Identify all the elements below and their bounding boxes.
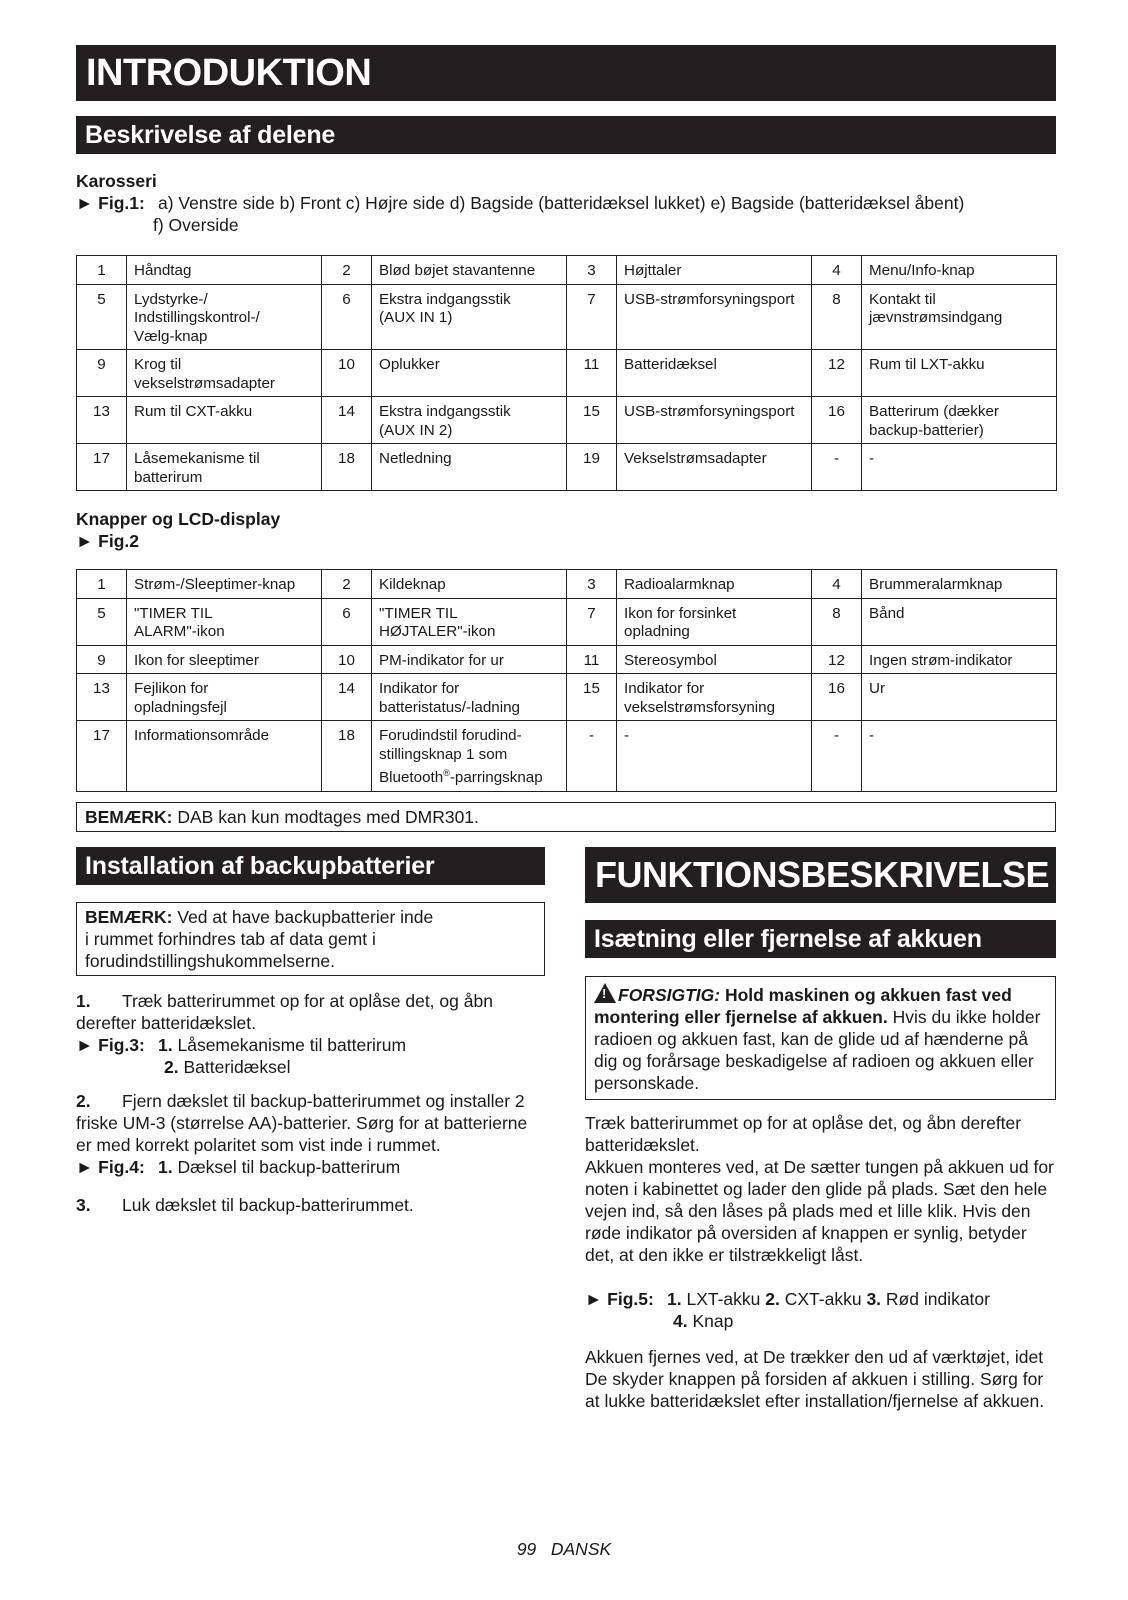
part-label: Krog til vekselstrømsadapter bbox=[127, 350, 322, 397]
item-number: 4. bbox=[673, 1311, 688, 1331]
part-label: Batteridæksel bbox=[617, 350, 812, 397]
table-row bbox=[77, 721, 1057, 792]
part-number: 13 bbox=[77, 397, 127, 444]
fig4-caption bbox=[76, 1156, 545, 1178]
parts-table-display bbox=[76, 569, 1057, 792]
fig5-item: LXT-akku bbox=[681, 1289, 766, 1309]
part-label: Ur bbox=[862, 674, 1057, 721]
install-step-2 bbox=[76, 1090, 545, 1156]
section-heading-install: Installation af backupbatterier bbox=[76, 847, 545, 885]
part-number: 6 bbox=[322, 598, 372, 645]
page-footer bbox=[0, 1539, 1128, 1560]
part-number: 8 bbox=[812, 284, 862, 350]
part-number: 19 bbox=[567, 444, 617, 491]
part-number: 17 bbox=[77, 444, 127, 491]
part-label: Kontakt til jævnstrømsindgang bbox=[862, 284, 1057, 350]
warning-triangle-icon: ! bbox=[594, 983, 616, 1003]
knapper-title: Knapper og LCD-display bbox=[76, 509, 281, 529]
part-number: 17 bbox=[77, 721, 127, 792]
fig3-label: ► Fig.3: bbox=[76, 1035, 145, 1055]
note-backup bbox=[76, 902, 545, 976]
table-row bbox=[77, 350, 1057, 397]
item-number: 2. bbox=[164, 1057, 179, 1077]
part-number: 3 bbox=[567, 570, 617, 599]
part-label: Batterirum (dækker backup-batterier) bbox=[862, 397, 1057, 444]
part-number: 3 bbox=[567, 256, 617, 285]
part-number: 12 bbox=[812, 645, 862, 674]
fig5-caption bbox=[585, 1288, 1056, 1332]
part-number: 8 bbox=[812, 598, 862, 645]
section-heading-parts: Beskrivelse af delene bbox=[76, 116, 1056, 154]
step-number: 3. bbox=[76, 1195, 91, 1215]
part-number: 6 bbox=[322, 284, 372, 350]
table-row bbox=[77, 397, 1057, 444]
part-number: 14 bbox=[322, 397, 372, 444]
table-row bbox=[77, 674, 1057, 721]
fig5-item: CXT-akku bbox=[779, 1289, 867, 1309]
part-label: Oplukker bbox=[372, 350, 567, 397]
part-label: Radioalarmknap bbox=[617, 570, 812, 599]
step-text: Luk dækslet til backup-batterirummet. bbox=[122, 1195, 414, 1215]
part-label: - bbox=[617, 721, 812, 792]
fig1-label: ► Fig.1: bbox=[76, 193, 145, 213]
part-number: 13 bbox=[77, 674, 127, 721]
part-number: 7 bbox=[567, 284, 617, 350]
part-label: PM-indikator for ur bbox=[372, 645, 567, 674]
item-number: 2. bbox=[765, 1289, 780, 1309]
part-number: 2 bbox=[322, 256, 372, 285]
part-label: Ikon for forsinket opladning bbox=[617, 598, 812, 645]
part-label: Stereosymbol bbox=[617, 645, 812, 674]
caution-text: Hvis du ikke holder radioen og akkuen fast, kan de glide ud af hænderne på dig og forårsage beskadigelse af radioen og akkuen eller personskade. bbox=[594, 1007, 1041, 1093]
battery-para-3: Akkuen fjernes ved, at De trækker den ud af værktøjet, idet De skyder knappen på forsiden af akkuen i stilling. Sørg for at lukke batteridækslet efter installation/fjernelse af akkuen. bbox=[585, 1347, 1045, 1411]
fig1-caption bbox=[76, 192, 1056, 236]
caution-label: FORSIGTIG: bbox=[618, 985, 721, 1005]
part-label: Bånd bbox=[862, 598, 1057, 645]
part-number: 4 bbox=[812, 570, 862, 599]
part-number: 15 bbox=[567, 674, 617, 721]
part-number: 12 bbox=[812, 350, 862, 397]
part-number: 15 bbox=[567, 397, 617, 444]
part-label: USB-strømforsyningsport bbox=[617, 284, 812, 350]
step-number: 1. bbox=[76, 991, 91, 1011]
part-label: Kildeknap bbox=[372, 570, 567, 599]
part-label: Brummeralarmknap bbox=[862, 570, 1057, 599]
fig3-item-2: Batteridæksel bbox=[183, 1057, 291, 1077]
part-number: - bbox=[567, 721, 617, 792]
fig4-item-1: Dæksel til backup-batterirum bbox=[177, 1157, 401, 1177]
fig2-label: ► Fig.2 bbox=[76, 531, 140, 551]
part-label: Vekselstrømsadapter bbox=[617, 444, 812, 491]
part-number: - bbox=[812, 721, 862, 792]
part-label: Netledning bbox=[372, 444, 567, 491]
part-number: 5 bbox=[77, 284, 127, 350]
part-label: Rum til CXT-akku bbox=[127, 397, 322, 444]
part-number: 1 bbox=[77, 256, 127, 285]
part-label: - bbox=[862, 721, 1057, 792]
part-label: Forudindstil forudind- stillingsknap 1 som Bluetooth®-parringsknap bbox=[372, 721, 567, 792]
table-row bbox=[77, 645, 1057, 674]
part-number: 7 bbox=[567, 598, 617, 645]
part-label: Informationsområde bbox=[127, 721, 322, 792]
fig5-item: Knap bbox=[687, 1311, 734, 1331]
battery-para-1: Træk batterirummet op for at oplåse det, og åbn derefter batteridækslet. bbox=[585, 1113, 1022, 1155]
table-row bbox=[77, 256, 1057, 285]
table-row bbox=[77, 284, 1057, 350]
part-number: 10 bbox=[322, 350, 372, 397]
part-label: USB-strømforsyningsport bbox=[617, 397, 812, 444]
part-number: 18 bbox=[322, 721, 372, 792]
item-number: 1. bbox=[667, 1289, 682, 1309]
part-label: Indikator for vekselstrømsforsyning bbox=[617, 674, 812, 721]
part-number: 5 bbox=[77, 598, 127, 645]
table-row bbox=[77, 570, 1057, 599]
item-number: 3. bbox=[866, 1289, 882, 1309]
fig1-text-line1: a) Venstre side b) Front c) Højre side d) Bagside (batteridæksel lukket) e) Bagside (batteridæksel åbent) bbox=[158, 193, 965, 213]
part-label: Lydstyrke-/ Indstillingskontrol-/ Vælg-knap bbox=[127, 284, 322, 350]
part-number: 11 bbox=[567, 350, 617, 397]
part-number: 1 bbox=[77, 570, 127, 599]
part-label: Låsemekanisme til batterirum bbox=[127, 444, 322, 491]
item-number: 1. bbox=[158, 1157, 173, 1177]
part-label: Indikator for batteristatus/-ladning bbox=[372, 674, 567, 721]
part-number: 16 bbox=[812, 674, 862, 721]
part-number: - bbox=[812, 444, 862, 491]
fig4-label: ► Fig.4: bbox=[76, 1157, 145, 1177]
part-number: 9 bbox=[77, 350, 127, 397]
fig3-item-1: Låsemekanisme til batterirum bbox=[177, 1035, 407, 1055]
part-number: 2 bbox=[322, 570, 372, 599]
part-label: - bbox=[862, 444, 1057, 491]
karosseri-title: Karosseri bbox=[76, 171, 157, 191]
section-title-function: FUNKTIONSBESKRIVELSE bbox=[585, 847, 1056, 903]
part-number: 18 bbox=[322, 444, 372, 491]
step-text: Fjern dækslet til backup-batterirummet og installer 2 friske UM-3 (størrelse AA)-batterier. Sørg for at batterierne er med korrekt polaritet som vist inde i rummet. bbox=[76, 1091, 528, 1155]
section-heading-battery: Isætning eller fjernelse af akkuen bbox=[585, 920, 1056, 958]
install-step-1 bbox=[76, 990, 545, 1034]
page-title: INTRODUKTION bbox=[76, 45, 1056, 101]
part-label: "TIMER TIL ALARM"-ikon bbox=[127, 598, 322, 645]
step-text: Træk batterirummet op for at oplåse det, og åbn derefter batteridækslet. bbox=[76, 991, 493, 1033]
caution-box bbox=[585, 976, 1056, 1100]
note-label: BEMÆRK: bbox=[85, 907, 173, 927]
install-step-3 bbox=[76, 1194, 545, 1216]
part-number: 4 bbox=[812, 256, 862, 285]
battery-para-2: Akkuen monteres ved, at De sætter tungen på akkuen ud for noten i kabinettet og lader den glide på plads. Sæt den hele vejen ind, så den låses på plads med et lille klik. Hvis den røde indikator på oversiden af knappen er synlig, betyder det, at den ikke er tilstrækkeligt låst. bbox=[585, 1157, 1054, 1265]
page-language: DANSK bbox=[550, 1539, 612, 1559]
part-label: Menu/Info-knap bbox=[862, 256, 1057, 285]
part-number: 9 bbox=[77, 645, 127, 674]
fig1-text-line2: f) Overside bbox=[153, 215, 239, 235]
part-label: Højttaler bbox=[617, 256, 812, 285]
part-number: 16 bbox=[812, 397, 862, 444]
fig5-label: ► Fig.5: bbox=[585, 1289, 654, 1309]
part-label: Rum til LXT-akku bbox=[862, 350, 1057, 397]
fig3-caption bbox=[76, 1034, 545, 1078]
part-number: 14 bbox=[322, 674, 372, 721]
note-text: DAB kan kun modtages med DMR301. bbox=[172, 807, 479, 827]
fig5-item: Rød indikator bbox=[881, 1289, 990, 1309]
part-label: "TIMER TIL HØJTALER"-ikon bbox=[372, 598, 567, 645]
note-text: Ved at have backupbatterier inde i rummet forhindres tab af data gemt i forudindstillingshukommelserne. bbox=[85, 907, 434, 971]
part-label: Ekstra indgangsstik (AUX IN 1) bbox=[372, 284, 567, 350]
table-row bbox=[77, 444, 1057, 491]
part-number: 10 bbox=[322, 645, 372, 674]
parts-table-body bbox=[76, 255, 1057, 491]
note-label: BEMÆRK: bbox=[85, 807, 173, 827]
table-row bbox=[77, 598, 1057, 645]
part-label: Ikon for sleeptimer bbox=[127, 645, 322, 674]
part-label: Strøm-/Sleeptimer-knap bbox=[127, 570, 322, 599]
part-label: Ekstra indgangsstik (AUX IN 2) bbox=[372, 397, 567, 444]
part-label: Ingen strøm-indikator bbox=[862, 645, 1057, 674]
page-number: 99 bbox=[516, 1539, 537, 1559]
part-label: Håndtag bbox=[127, 256, 322, 285]
part-label: Fejlikon for opladningsfejl bbox=[127, 674, 322, 721]
note-dab bbox=[76, 802, 1056, 832]
step-number: 2. bbox=[76, 1091, 91, 1111]
part-number: 11 bbox=[567, 645, 617, 674]
caution-bold-text: Hold maskinen og akkuen fast ved montering eller fjernelse af akkuen. bbox=[594, 985, 1012, 1027]
part-label: Blød bøjet stavantenne bbox=[372, 256, 567, 285]
item-number: 1. bbox=[158, 1035, 173, 1055]
